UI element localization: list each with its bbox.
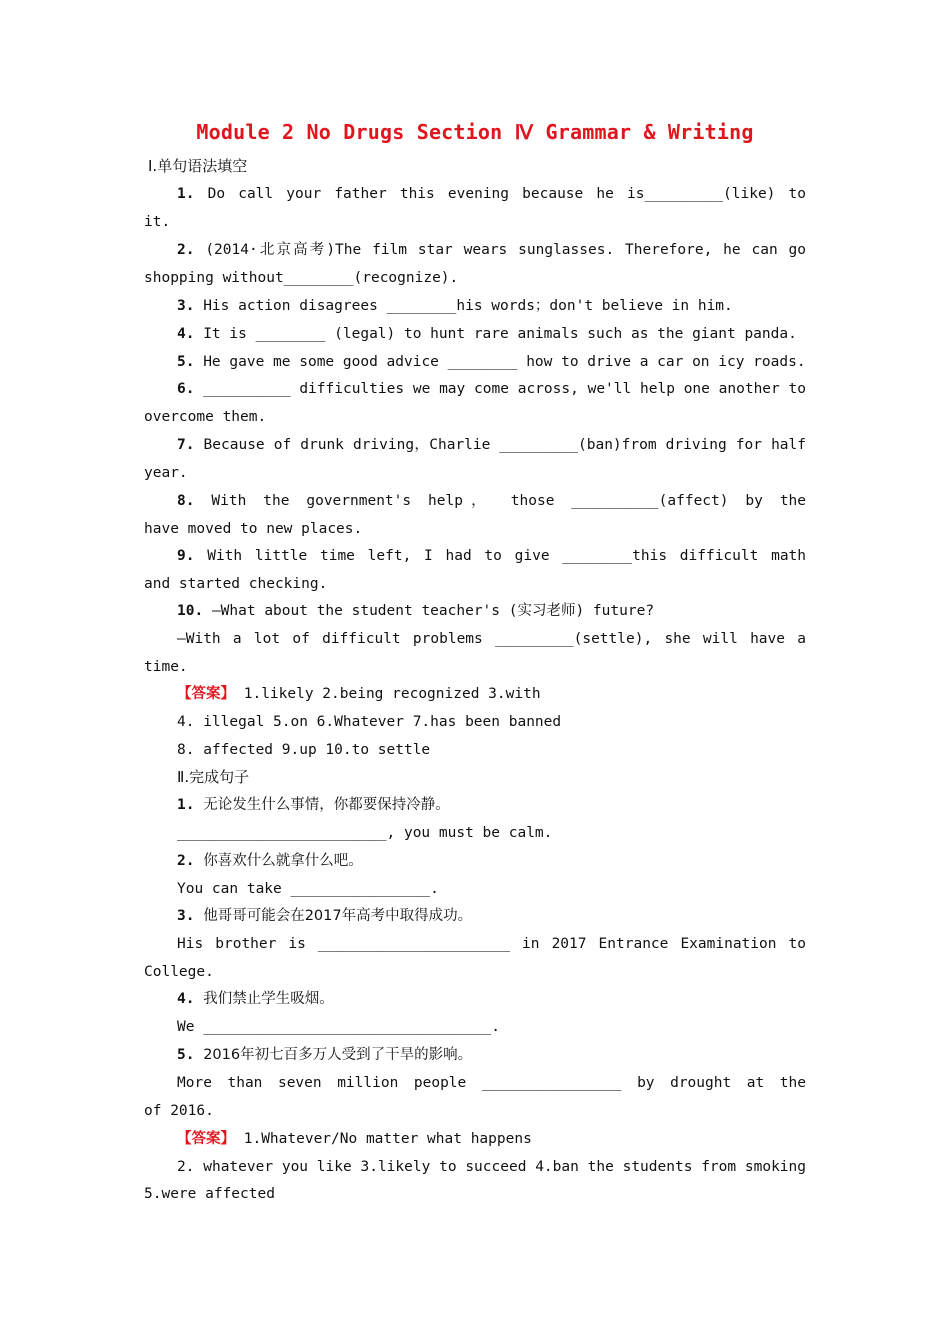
question-number: 3. — [177, 298, 195, 314]
question-10-cont: time. — [144, 659, 188, 675]
chinese-prompt: 无论发生什么事情，你都要保持冷静。 — [203, 797, 450, 813]
sentence-3-en: His brother is ______________________ in 2017 Entrance Examination to — [177, 936, 806, 952]
sentence-number: 3. — [177, 908, 195, 924]
sentence-2-en: You can take ________________. — [177, 881, 439, 897]
question-number: 5. — [177, 354, 195, 370]
page-title: Module 2 No Drugs Section Ⅳ Grammar & Writing — [196, 120, 754, 144]
answer-label: 【答案】 — [177, 1131, 235, 1147]
answer-line: 2. whatever you like 3.likely to succeed 4.ban the students from smoking — [177, 1159, 806, 1175]
question-text: —What about the student teacher's (实习老师) future? — [211, 603, 655, 619]
question-1 — [177, 180, 806, 208]
sentence-1-en: ________________________, you must be calm. — [177, 825, 553, 841]
sentence-4-en: We _________________________________. — [177, 1019, 501, 1035]
question-2-cont: shopping without________(recognize). — [144, 270, 459, 286]
question-2 — [177, 236, 806, 264]
answer-block-1 — [177, 680, 806, 708]
question-number: 7. — [177, 437, 195, 453]
sentence-number: 5. — [177, 1047, 195, 1063]
question-text: (2014·北京高考)The film star wears sunglasses. Therefore, he can go — [205, 242, 806, 258]
question-text: He gave me some good advice ________ how to drive a car on icy roads. — [203, 354, 806, 370]
question-text: __________ difficulties we may come across, we'll help one another to — [203, 381, 806, 397]
question-3 — [177, 292, 806, 320]
sentence-3-cn — [177, 902, 806, 930]
question-10 — [177, 597, 806, 625]
chinese-prompt: 他哥哥可能会在2017年高考中取得成功。 — [203, 908, 473, 924]
question-7 — [177, 431, 806, 459]
chinese-prompt: 我们禁止学生吸烟。 — [203, 991, 334, 1007]
chinese-prompt: 2016年初七百多万人受到了干旱的影响。 — [203, 1047, 473, 1063]
question-number: 9. — [177, 548, 195, 564]
question-text: Because of drunk driving，Charlie _________(ban)from driving for half — [203, 437, 806, 453]
question-number: 1. — [177, 186, 195, 202]
section-heading-2: Ⅱ.完成句子 — [177, 768, 250, 786]
question-number: 8. — [177, 493, 195, 509]
section-heading-1: Ⅰ.单句语法填空 — [148, 157, 248, 175]
sentence-3-en-cont: College. — [144, 964, 214, 980]
question-10-reply: —With a lot of difficult problems _________(settle), she will have a — [177, 631, 806, 647]
answer-text: 1.likely 2.being recognized 3.with — [243, 686, 541, 702]
answer-line: 4. illegal 5.on 6.Whatever 7.has been banned — [177, 714, 562, 730]
answer-line: 8. affected 9.up 10.to settle — [177, 742, 431, 758]
answer-label: 【答案】 — [177, 686, 235, 702]
question-8-cont: have moved to new places. — [144, 521, 363, 537]
sentence-1-cn — [177, 791, 806, 819]
question-6-cont: overcome them. — [144, 409, 267, 425]
question-text: His action disagrees ________his words；don't believe in him. — [203, 298, 733, 314]
sentence-5-en-cont: of 2016. — [144, 1103, 214, 1119]
answer-line: 5.were affected — [144, 1186, 275, 1202]
sentence-number: 2. — [177, 853, 195, 869]
chinese-prompt: 你喜欢什么就拿什么吧。 — [203, 853, 363, 869]
question-text: With the government's help， those __________(affect) by the — [211, 493, 806, 509]
question-text: It is ________ (legal) to hunt rare animals such as the giant panda. — [203, 326, 797, 342]
question-text: Do call your father this evening because he is_________(like) to — [207, 186, 806, 202]
question-number: 6. — [177, 381, 195, 397]
sentence-number: 1. — [177, 797, 195, 813]
question-9 — [177, 542, 806, 570]
question-1-cont: it. — [144, 214, 171, 230]
sentence-5-cn — [177, 1041, 806, 1069]
question-4 — [177, 320, 806, 348]
answer-block-2 — [177, 1125, 806, 1153]
question-9-cont: and started checking. — [144, 576, 328, 592]
sentence-2-cn — [177, 847, 806, 875]
sentence-number: 4. — [177, 991, 195, 1007]
sentence-5-en: More than seven million people ________________ by drought at the — [177, 1075, 806, 1091]
question-number: 4. — [177, 326, 195, 342]
sentence-4-cn — [177, 985, 806, 1013]
answer-text: 1.Whatever/No matter what happens — [243, 1131, 532, 1147]
question-8 — [177, 487, 806, 515]
question-number: 10. — [177, 603, 204, 619]
question-7-cont: year. — [144, 465, 188, 481]
question-number: 2. — [177, 242, 195, 258]
question-5 — [177, 348, 806, 376]
question-6 — [177, 375, 806, 403]
question-text: With little time left, I had to give ________this difficult math — [207, 548, 806, 564]
